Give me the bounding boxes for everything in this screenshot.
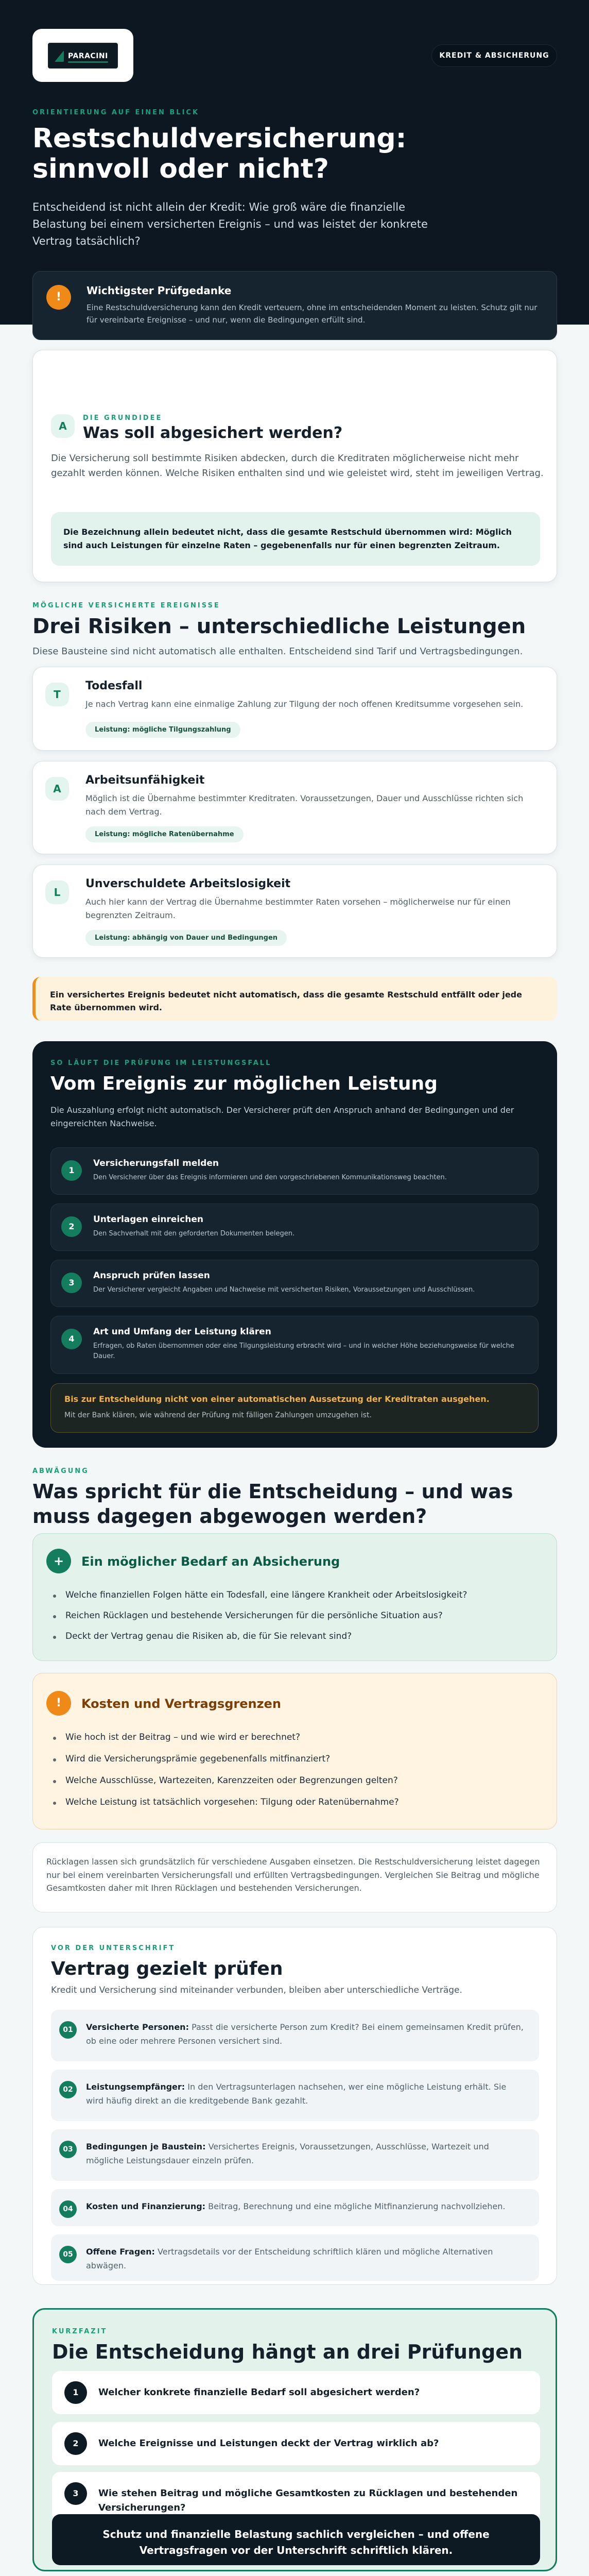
logo-mark <box>55 50 64 62</box>
list-item: Deckt der Vertrag genau die Risiken ab, die für Sie relevant sind? <box>65 1631 539 1651</box>
risk-title: Arbeitsunfähigkeit <box>85 774 205 787</box>
basics-title: Was soll abgesichert werden? <box>83 424 343 442</box>
step-title: Art und Umfang der Leistung klären <box>93 1327 271 1337</box>
risk-title: Unverschuldete Arbeitslosigkeit <box>85 877 291 890</box>
step-text: Erfragen, ob Raten übernommen oder eine Tilgungsleistung erbracht wird – und in welcher Höhe beziehungsweise für welche Dauer. <box>93 1342 514 1361</box>
need-card <box>32 1533 557 1661</box>
page-title: Restschuldversicherung: sinnvoll oder nicht? <box>32 123 407 184</box>
check-label: Kosten und Finanzierung: <box>86 2201 206 2211</box>
check-item <box>51 2189 539 2226</box>
cost-title: Kosten und Vertragsgrenzen <box>81 1697 281 1711</box>
step-number: 1 <box>61 1160 82 1181</box>
decision-title: Was spricht für die Entscheidung – und was muss dagegen abgewogen werden? <box>32 1480 513 1528</box>
basics-card <box>32 350 557 582</box>
summary-cta: Schutz und finanzielle Belastung sachlich vergleichen – und offene Vertragsfragen vor der Unterschrift schriftlich klären. <box>52 2514 540 2565</box>
process-warning-title: Bis zur Entscheidung nicht von einer automatischen Aussetzung der Kreditraten ausgehen. <box>64 1394 490 1404</box>
list-item: Reichen Rücklagen und bestehende Versicherungen für die persönliche Situation aus? <box>65 1610 539 1631</box>
process-warning <box>50 1383 539 1433</box>
logo-box[interactable] <box>32 29 133 82</box>
cost-list <box>65 1732 539 1818</box>
checks-subtitle: Kredit und Versicherung sind miteinander verbunden, bleiben aber unterschiedliche Verträge. <box>51 1985 462 1995</box>
summary-title: Die Entscheidung hängt an drei Prüfungen <box>52 2341 523 2363</box>
step-title: Versicherungsfall melden <box>93 1158 219 1168</box>
risk-tag: Leistung: mögliche Tilgungszahlung <box>85 722 240 738</box>
risk-title: Todesfall <box>85 680 143 692</box>
check-text: Kosten und Finanzierung: Beitrag, Berechnung und eine mögliche Mitfinanzierung nachvollziehen. <box>86 2201 506 2211</box>
logo-text: PARACINI <box>68 52 108 60</box>
check-number: 01 <box>59 2021 77 2039</box>
key-thought-text: Eine Restschuldversicherung kann den Kredit verteuern, ohne im entscheidenden Moment zu leisten. Schutz gilt nur für vereinbarte Ereignisse – und nur, wenn die Bedingungen erfüllt sind. <box>86 303 538 325</box>
check-label: Versicherte Personen: <box>86 2022 189 2032</box>
list-item: Wird die Versicherungsprämie gegebenenfalls mitfinanziert? <box>65 1753 539 1775</box>
need-list <box>65 1589 539 1651</box>
risk-tag: Leistung: abhängig von Dauer und Bedingungen <box>85 930 287 946</box>
step-title: Unterlagen einreichen <box>93 1214 203 1225</box>
summary-text: Welcher konkrete finanzielle Bedarf soll abgesichert werden? <box>98 2387 420 2398</box>
check-item <box>51 2129 539 2181</box>
risk-card <box>32 761 557 854</box>
check-text: Bedingungen je Baustein: Versichertes Ereignis, Voraussetzungen, Ausschlüsse, Wartezeit und mögliche Leistungsdauer einzeln prüfen. <box>86 2142 489 2166</box>
process-step <box>50 1316 539 1374</box>
step-number: 3 <box>61 1273 82 1293</box>
process-title: Vom Ereignis zur möglichen Leistung <box>50 1073 438 1094</box>
contract-checks-card <box>32 1927 557 2285</box>
summary-number: 1 <box>64 2381 87 2404</box>
step-text: Den Sachverhalt mit den geforderten Dokumenten belegen. <box>93 1230 295 1238</box>
risks-eyebrow: MÖGLICHE VERSICHERTE EREIGNISSE <box>32 602 220 609</box>
list-item: Wie hoch ist der Beitrag – und wie wird er berechnet? <box>65 1732 539 1753</box>
risks-title: Drei Risiken – unterschiedliche Leistungen <box>32 615 526 638</box>
process-warning-text: Mit der Bank klären, wie während der Prüfung mit fälligen Zahlungen umzugehen ist. <box>64 1411 372 1419</box>
check-item <box>51 2010 539 2061</box>
step-number: 4 <box>61 1329 82 1349</box>
process-step <box>50 1260 539 1307</box>
list-item: Welche Ausschlüsse, Wartezeiten, Karenzzeiten oder Begrenzungen gelten? <box>65 1775 539 1797</box>
check-number: 05 <box>59 2246 77 2263</box>
key-thought-note <box>32 271 557 340</box>
risks-subtitle: Diese Bausteine sind nicht automatisch alle enthalten. Entscheidend sind Tarif und Vertragsbedingungen. <box>32 646 523 657</box>
reserves-note: Rücklagen lassen sich grundsätzlich für verschiedene Ausgaben einsetzen. Die Restschuldversicherung leistet dagegen nur bei einem vereinbarten Versicherungsfall und erfüllten Vertragsbedingungen. Vergleichen Sie Beitrag und mögliche Gesamtkosten daher mit Ihren Rücklagen und bestehenden Versicherungen. <box>32 1842 557 1912</box>
process-eyebrow: SO LÄUFT DIE PRÜFUNG IM LEISTUNGSFALL <box>50 1059 272 1067</box>
summary-text: Wie stehen Beitrag und mögliche Gesamtkosten zu Rücklagen und bestehenden Versicherungen? <box>98 2488 518 2513</box>
claim-process-section <box>32 1041 557 1448</box>
risk-card <box>32 865 557 958</box>
warning-icon: ! <box>46 285 71 310</box>
process-intro: Die Auszahlung erfolgt nicht automatisch. Der Versicherer prüft den Anspruch anhand der Bedingungen und der eingereichten Nachweise. <box>50 1105 514 1128</box>
summary-item <box>52 2371 540 2414</box>
summary-card <box>32 2308 557 2571</box>
cost-card <box>32 1673 557 1829</box>
key-thought-title: Wichtigster Prüfgedanke <box>86 284 232 297</box>
step-text: Den Versicherer über das Ereignis informieren und den vorgeschriebenen Kommunikationsweg beachten. <box>93 1174 447 1181</box>
check-label: Offene Fragen: <box>86 2247 155 2257</box>
check-text: Versicherte Personen: Passt die versicherte Person zum Kredit? Bei einem gemeinsamen Kredit prüfen, ob eine oder mehrere Personen versichert sind. <box>86 2022 524 2046</box>
risk-text: Möglich ist die Übernahme bestimmter Kreditraten. Voraussetzungen, Dauer und Ausschlüsse richten sich nach dem Vertrag. <box>85 793 524 817</box>
check-number: 03 <box>59 2141 77 2158</box>
check-text: Offene Fragen: Vertragsdetails vor der Entscheidung schriftlich klären und mögliche Alternativen abwägen. <box>86 2247 493 2271</box>
check-item <box>51 2234 539 2281</box>
check-number: 02 <box>59 2081 77 2098</box>
decision-eyebrow: ABWÄGUNG <box>32 1467 89 1475</box>
step-number: 2 <box>61 1216 82 1237</box>
check-label: Leistungsempfänger: <box>86 2082 185 2092</box>
basics-eyebrow: DIE GRUNDIDEE <box>83 414 163 422</box>
check-number: 04 <box>59 2200 77 2218</box>
basics-note: Die Bezeichnung allein bedeutet nicht, dass die gesamte Restschuld übernommen wird: Möglich sind auch Leistungen für einzelne Raten – gegebenenfalls nur für einen begrenzten Zeitraum. <box>51 512 540 566</box>
checks-title: Vertrag gezielt prüfen <box>51 1958 283 1979</box>
paracini-logo <box>48 43 118 69</box>
letter-badge-a: A <box>51 414 75 438</box>
summary-item <box>52 2422 540 2465</box>
logo-underline <box>68 61 108 63</box>
plus-icon: + <box>46 1549 71 1573</box>
summary-number: 2 <box>64 2432 87 2455</box>
list-item: Welche finanziellen Folgen hätte ein Todesfall, eine längere Krankheit oder Arbeitslosigkeit? <box>65 1589 539 1610</box>
risk-warning: Ein versichertes Ereignis bedeutet nicht automatisch, dass die gesamte Restschuld entfällt oder jede Rate übernommen wird. <box>32 977 557 1021</box>
letter-badge-t: T <box>45 683 69 706</box>
summary-eyebrow: KURZFAZIT <box>52 2328 108 2335</box>
step-title: Anspruch prüfen lassen <box>93 1270 210 1281</box>
hero <box>0 0 589 325</box>
hero-lead: Entscheidend ist nicht allein der Kredit: Wie groß wäre die finanzielle Belastung bei einem versicherten Ereignis – und was leistet der konkrete Vertrag tatsächlich? <box>32 201 428 247</box>
check-item <box>51 2070 539 2121</box>
need-title: Ein möglicher Bedarf an Absicherung <box>81 1554 340 1569</box>
hero-eyebrow: ORIENTIERUNG AUF EINEN BLICK <box>32 109 200 116</box>
category-button[interactable]: KREDIT & ABSICHERUNG <box>431 44 557 67</box>
letter-badge-a: A <box>45 777 69 801</box>
summary-number: 3 <box>64 2482 87 2505</box>
process-step <box>50 1204 539 1251</box>
letter-badge-l: L <box>45 880 69 904</box>
risk-text: Je nach Vertrag kann eine einmalige Zahlung zur Tilgung der noch offenen Kreditsumme vorgesehen sein. <box>85 699 524 709</box>
check-text: Leistungsempfänger: In den Vertragsunterlagen nachsehen, wer eine mögliche Leistung erhält. Sie wird häufig direkt an die kreditgebende Bank gezahlt. <box>86 2082 507 2106</box>
basics-text: Die Versicherung soll bestimmte Risiken abdecken, durch die Kreditraten möglicherweise nicht mehr gezahlt werden können. Welche Risiken enthalten sind und wie geleistet wird, steht im jeweiligen Vertrag. <box>51 453 544 479</box>
summary-text: Welche Ereignisse und Leistungen deckt der Vertrag wirklich ab? <box>98 2438 439 2449</box>
check-label: Bedingungen je Baustein: <box>86 2142 206 2151</box>
list-item: Welche Leistung ist tatsächlich vorgesehen: Tilgung oder Ratenübernahme? <box>65 1797 539 1818</box>
risk-text: Auch hier kann der Vertrag die Übernahme bestimmter Raten vorsehen – möglicherweise nur für einen begrenzten Zeitraum. <box>85 897 511 920</box>
process-step <box>50 1147 539 1195</box>
risk-card <box>32 667 557 751</box>
warning-icon: ! <box>46 1691 71 1716</box>
risk-tag: Leistung: mögliche Ratenübernahme <box>85 826 244 842</box>
checks-eyebrow: VOR DER UNTERSCHRIFT <box>51 1944 176 1952</box>
step-text: Der Versicherer vergleicht Angaben und Nachweise mit versicherten Risiken, Voraussetzungen und Ausschlüssen. <box>93 1286 475 1294</box>
